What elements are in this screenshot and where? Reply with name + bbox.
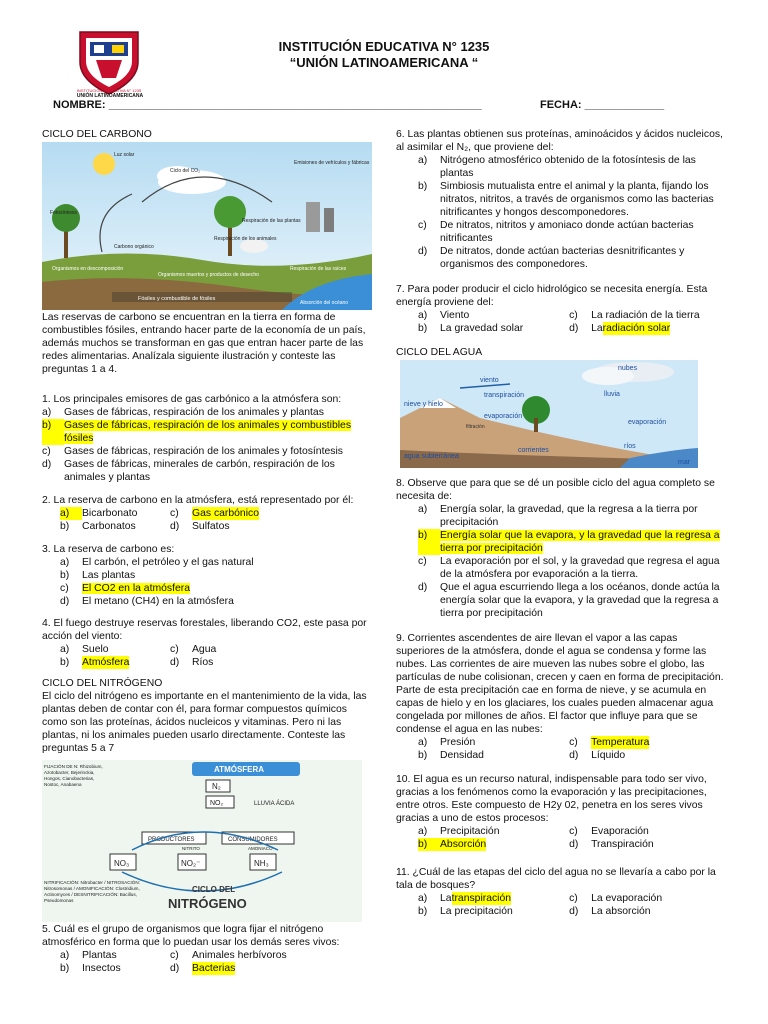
question-5 [42, 923, 374, 975]
q2-option-b[interactable]: b) Carbonatos [60, 521, 136, 532]
q6-option-d[interactable]: d) De nitratos, donde actúan bacterias desnitrificantes y organismos des componedores. [418, 246, 685, 270]
q1-option-c[interactable]: c) Gases de fábricas, respiración de los animales y fotosíntesis [42, 446, 343, 457]
q9-stem: 9. Corrientes ascendentes de aire llevan el vapor a las capas superiores de la atmósfera, donde el agua se condensa y forme las nubes. Las corrientes de aire mueven las nubes sobre el globo, las partículas de nube colisionan, crecen y caen en forma de precipitación. Parte de esta precipitación cae en forma de nieve, y se acumula en capas de hielo y en los glaciares, los cuales pueden almacenar agua congelada por millones de años. El factor que influye para que se condense el agua en las nubes: [396, 633, 724, 735]
carbon-section-title: CICLO DEL CARBONO [42, 129, 152, 140]
q11-option-d[interactable]: d) La absorción [569, 906, 651, 917]
label-prod: PRODUCTORES [148, 837, 195, 843]
q4-option-d[interactable]: d) Ríos [170, 657, 214, 668]
q11-option-b[interactable]: b) La precipitación [418, 906, 513, 917]
school-name: “UNIÓN LATINOAMERICANA “ [289, 55, 479, 70]
label-ocean: Absorción del océano [300, 300, 349, 306]
q5-option-d[interactable]: d) Bacterias [170, 963, 236, 974]
q11-stem: 11. ¿Cuál de las etapas del ciclo del agua no se llevaría a cabo por la tala de bosques? [396, 867, 716, 891]
question-9 [396, 632, 726, 762]
q5-option-a[interactable]: a) Plantas [60, 950, 117, 961]
q10-option-d[interactable]: d) Transpiración [569, 839, 654, 850]
label-roots: Respiración de las raíces [290, 266, 347, 272]
label-resp-plants: Respiración de las plantas [242, 218, 301, 224]
label-no2: NO₂ [210, 800, 224, 807]
question-8 [396, 477, 726, 620]
label-rios: ríos [624, 443, 636, 450]
q2-option-d[interactable]: d) Sulfatos [170, 521, 230, 532]
label-mar: mar [678, 459, 691, 466]
question-3 [42, 543, 374, 608]
q1-option-d[interactable]: d) Gases de fábricas, minerales de carbón, respiración de los animales y plantas [42, 459, 335, 483]
q6-option-b[interactable]: b) Simbiosis mutualista entre el animal y la planta, fijando los nitratos, nitritos, a través de organismos como las bacterias nitrificantes y hongos descomponedores. [418, 181, 714, 218]
q6-stem: 6. Las plantas obtienen sus proteínas, aminoácidos y ácidos nucleicos, al asimilar el N₂, que proviene del: [396, 129, 723, 153]
logo-caption-2: UNIÓN LATINOAMERICANA [76, 93, 144, 99]
q7-option-d[interactable]: d) La radiación solar [569, 323, 671, 334]
q4-option-c[interactable]: c) Agua [170, 644, 217, 655]
q10-option-c[interactable]: c) Evaporación [569, 826, 649, 837]
q9-option-b[interactable]: b) Densidad [418, 750, 484, 761]
question-7 [396, 283, 726, 335]
q1-stem: 1. Los principales emisores de gas carbónico a la atmósfera son: [42, 394, 342, 405]
water-section-title: CICLO DEL AGUA [396, 347, 483, 358]
q10-option-b[interactable]: b) Absorción [418, 839, 487, 850]
school-title: INSTITUCIÓN EDUCATIVA N° 1235 [278, 39, 490, 54]
fecha-field[interactable]: FECHA: _____________ [540, 99, 665, 111]
label-lluvia: lluvia [604, 391, 620, 398]
water-cycle-image [400, 360, 698, 468]
label-leftlist: FIJACIÓN DE N: Rhizobium, Azotobacter, Bejerinckia, Hongos, Cianobacterias, Nostoc, Anabaena [44, 764, 103, 787]
q1-option-a[interactable]: a) Gases de fábricas, respiración de los animales y plantas [42, 407, 324, 418]
q4-stem: 4. El fuego destruye reservas forestales, liberando CO2, este pasa por acción del viento: [42, 618, 367, 642]
q2-stem: 2. La reserva de carbono en la atmósfera, está representado por él: [42, 495, 354, 506]
label-transp: transpiración [484, 392, 525, 399]
q5-option-c[interactable]: c) Animales herbívoros [170, 950, 287, 961]
label-filtr: filtración [466, 424, 485, 430]
label-dead: Organismos muertos y productos de desecho [158, 272, 259, 278]
q3-stem: 3. La reserva de carbono es: [42, 544, 175, 555]
question-11 [396, 866, 726, 918]
question-4 [42, 617, 374, 669]
label-amoniaco: AMONIACO [248, 846, 273, 851]
q10-stem: 10. El agua es un recurso natural, indispensable para todo ser vivo, gracias a los fenómenos como la evaporación y las precipitaciones, entre otros. Este compuesto de H2y 02, penetra en los seres vivos gracias a uno de estos procesos: [396, 774, 707, 824]
label-rain: LLUVIA ÁCIDA [254, 801, 295, 807]
q5-option-b[interactable]: b) Insectos [60, 963, 121, 974]
label-evap1: evaporación [484, 413, 523, 420]
q5-stem: 5. Cuál es el grupo de organismos que logra fijar el nitrógeno atmosférico en forma que lo puedan usar los demás seres vivos: [42, 924, 340, 948]
label-organic: Carbono orgánico [114, 244, 154, 250]
label-viento: viento [480, 377, 499, 384]
q3-option-d[interactable]: d) El metano (CH4) en la atmósfera [60, 596, 234, 607]
q7-option-a[interactable]: a) Viento [418, 310, 470, 321]
nombre-field[interactable]: NOMBRE: _____________________________________________________________ [53, 99, 482, 111]
q6-option-c[interactable]: c) De nitratos, nitritos y amoniaco donde actúan bacterias nitrificantes [418, 220, 694, 244]
label-resp-animals: Respiración de los animales [214, 236, 277, 242]
nitrogen-cycle-image [42, 760, 362, 922]
nitrogen-section-title: CICLO DEL NITRÓGENO [42, 678, 163, 689]
label-sun: Luz solar [114, 152, 135, 158]
q8-option-b[interactable]: b) Energía solar que la evapora, y la gravedad que la regresa a tierra por precipitación [418, 530, 720, 554]
q4-option-a[interactable]: a) Suelo [60, 644, 109, 655]
q1-answer-highlight: Gases de fábricas, respiración de los animales y combustibles fósiles [64, 420, 352, 444]
question-10 [396, 773, 726, 851]
label-cons: CONSUMIDORES [228, 837, 278, 843]
q3-option-b[interactable]: b) Las plantas [60, 570, 136, 581]
q10-option-a[interactable]: a) Precipitación [418, 826, 500, 837]
label-nieve: nieve y hielo [404, 401, 443, 408]
label-nubes: nubes [618, 365, 638, 372]
q8-option-a[interactable]: a) Energía solar, la gravedad, que la regresa a la tierra por precipitación [418, 504, 698, 528]
label-bottomlist: NITRIFICACIÓN: Nitrobacter / NITROSACIÓN: Nitrosomonas / AMONIFICACIÓN: Clostridium, Actinomyces / DESNITRIFICACIÓN: Bacillus, Pseudomonas [44, 880, 140, 903]
label-co2: Ciclo del CO₂ [170, 168, 201, 174]
nitrogen-intro: El ciclo del nitrógeno es importante en el mantenimiento de la vida, las plantas deben de contar con él, para formar compuestos químicos como son las proteínas, ácidos nucleicos y vitaminas. Pero ni las plantas, ni los animales pueden usarlo directamente. Conteste las preguntas 5 a 7 [42, 691, 367, 754]
q7-stem: 7. Para poder producir el ciclo hidrológico se necesita energía. Esta energía proviene del: [396, 284, 708, 308]
label-no2b: NO₂⁻ [181, 859, 201, 868]
q11-option-a[interactable]: a) La transpiración [418, 893, 512, 904]
q6-option-a[interactable]: a) Nitrógeno atmosférico obtenido de la fotosíntesis de las plantas [418, 155, 696, 179]
label-no3: NO₃ [114, 859, 130, 868]
q2-option-a[interactable]: a) Bicarbonato [60, 508, 138, 519]
label-nitrito: NITRITO [182, 846, 200, 851]
label-fossil: Fósiles y combustible de fósiles [138, 296, 216, 302]
label-photo: Fotosíntesis [50, 210, 77, 216]
q7-option-b[interactable]: b) La gravedad solar [418, 323, 524, 334]
label-big2: NITRÓGENO [168, 896, 247, 911]
label-atm: ATMÓSFERA [214, 765, 265, 774]
logo-caption-1: INSTITUCION EDUCATIVA N° 1235 [76, 88, 142, 93]
q4-option-b[interactable]: b) Atmósfera [60, 657, 130, 668]
q3-option-a[interactable]: a) El carbón, el petróleo y el gas natural [60, 557, 254, 568]
q2-option-c[interactable]: c) Gas carbónico [170, 508, 259, 519]
q8-option-d[interactable]: d) Que el agua escurriendo llega a los océanos, donde actúa la energía solar que la evapora, y la gravedad que la regresa a tierra por precipitación [418, 582, 720, 619]
q9-option-c[interactable]: c) Temperatura [569, 737, 650, 748]
question-1 [42, 393, 374, 484]
carbon-intro: Las reservas de carbono se encuentran en la tierra en forma de combustibles fósiles, entrando hacer parte de la economía de un país, además muchos se transforman en gas que entran hacer parte de las redes alimentarias. Analízala siguiente ilustración y conteste las preguntas 1 a 4. [42, 312, 366, 375]
label-nh3: NH₃ [254, 859, 269, 868]
label-n2: N₂ [212, 782, 221, 791]
label-subt: agua subterránea [404, 453, 459, 460]
q3-option-c[interactable]: c) El CO2 en la atmósfera [60, 583, 190, 594]
carbon-cycle-image [42, 142, 372, 310]
q8-option-c[interactable]: c) La evaporación por el sol, y la gravedad que regresa el agua de la atmósfera por evaporación a la tierra. [418, 556, 720, 580]
q9-option-d[interactable]: d) Líquido [569, 750, 626, 761]
q9-option-a[interactable]: a) Presión [418, 737, 476, 748]
label-emis: Emisiones de vehículos y fábricas [294, 160, 370, 166]
question-2 [42, 494, 374, 533]
label-corr: corrientes [518, 447, 549, 454]
label-decomp: Organismos en descomposición [52, 266, 124, 272]
q8-stem: 8. Observe que para que se dé un posible ciclo del agua completo se necesita de: [396, 478, 715, 502]
q1-option-b[interactable]: b) Gases de fábricas, respiración de los animales y combustibles fósiles [42, 420, 352, 444]
question-6 [396, 128, 726, 271]
q11-option-c[interactable]: c) La evaporación [569, 893, 663, 904]
q7-option-c[interactable]: c) La radiación de la tierra [569, 310, 700, 321]
label-evap2: evaporación [628, 419, 667, 426]
label-big1: CICLO DEL [192, 885, 236, 894]
